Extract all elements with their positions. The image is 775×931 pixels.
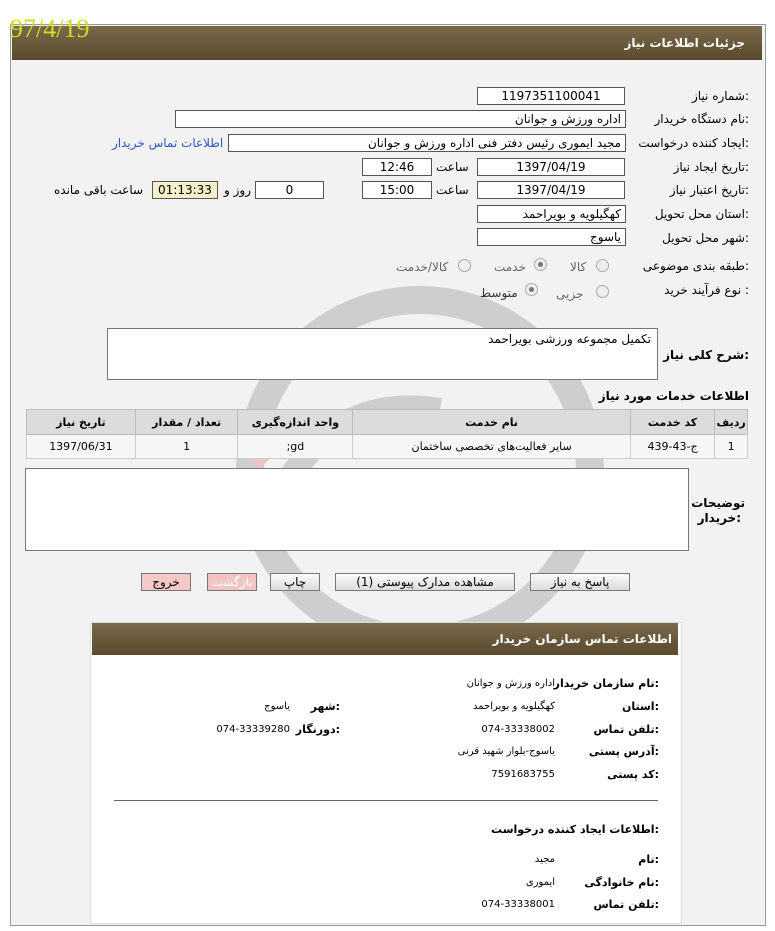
- cell-date: 1397/06/31: [27, 435, 136, 459]
- city-label: شهر محل تحویل:: [662, 231, 749, 245]
- category-service-label: خدمت: [494, 260, 526, 274]
- cell-name: سایر فعالیت‌های تخصصی ساختمان: [353, 435, 631, 459]
- buyer-name-label: نام دستگاه خریدار:: [654, 112, 749, 126]
- fax-value: 074-33339280: [216, 724, 290, 735]
- last-name-label: نام خانوادگی:: [584, 876, 659, 889]
- page-title: جزئیات اطلاعات نیاز: [624, 36, 745, 50]
- req-phone-label: تلفن تماس:: [593, 898, 659, 911]
- created-date-field: 1397/04/19: [477, 158, 625, 176]
- time-remaining-field: 01:13:33: [152, 181, 218, 199]
- col-date: تاریخ نیاز: [27, 410, 136, 435]
- category-goods-service-radio[interactable]: [458, 259, 471, 272]
- validity-date-field: 1397/04/19: [477, 181, 625, 199]
- category-goods-radio[interactable]: [596, 259, 609, 272]
- date-stamp: 97/4/19: [10, 14, 90, 43]
- cell-qty: 1: [135, 435, 238, 459]
- category-service-radio[interactable]: [534, 258, 547, 271]
- buyer-notes-box: [25, 468, 689, 551]
- cell-code: ج-43-439: [630, 435, 714, 459]
- category-label: طبقه بندی موضوعی:: [642, 259, 749, 273]
- col-code: کد خدمت: [630, 410, 714, 435]
- description-box: [107, 328, 658, 380]
- days-and-label: روز و: [224, 183, 251, 197]
- postal-label: کد پستی:: [607, 768, 659, 781]
- created-time-label: ساعت: [436, 160, 469, 174]
- validity-time-field: 15:00: [362, 181, 432, 199]
- address-value: یاسوج-بلوار شهید قرنی: [457, 746, 555, 757]
- services-title: اطلاعات خدمات مورد نیاز: [598, 389, 749, 403]
- phone-value: 074-33338002: [481, 724, 555, 735]
- contact-title: اطلاعات تماس سازمان خریدار: [492, 632, 672, 646]
- process-label: نوع فرآیند خرید :: [664, 283, 749, 297]
- address-label: آدرس پستی:: [588, 745, 659, 758]
- time-remaining-label: ساعت باقی مانده: [54, 183, 144, 197]
- attachments-button[interactable]: مشاهده مدارک پیوستی (1): [335, 573, 515, 591]
- postal-value: 7591683755: [491, 769, 555, 780]
- col-qty: تعداد / مقدار: [135, 410, 238, 435]
- province-contact-value: کهگیلویه و بویراحمد: [473, 701, 555, 712]
- days-remaining-field: 0: [255, 181, 324, 199]
- province-field: کهگیلویه و بویراحمد: [477, 205, 626, 223]
- phone-label: تلفن تماس:: [593, 723, 659, 736]
- category-goods-label: کالا: [570, 260, 587, 274]
- buyer-name-field: اداره ورزش و جوانان: [175, 110, 626, 128]
- col-unit: واحد اندازه‌گیری: [238, 410, 353, 435]
- print-button[interactable]: چاپ: [270, 573, 320, 591]
- requester-field: مجید ایموری رئیس دفتر فنی اداره ورزش و جوانان: [228, 134, 626, 152]
- cell-unit: gd;: [238, 435, 353, 459]
- province-contact-label: استان:: [621, 700, 659, 713]
- city-contact-value: یاسوج: [264, 701, 290, 712]
- province-label: استان محل تحویل:: [654, 207, 749, 221]
- org-value: اداره ورزش و جوانان: [466, 678, 555, 689]
- first-name-value: مجید: [534, 854, 555, 865]
- buyer-contact-link[interactable]: اطلاعات تماس خریدار: [112, 136, 224, 150]
- validity-time-label: ساعت: [436, 183, 469, 197]
- process-medium-radio[interactable]: [525, 283, 538, 296]
- process-minor-label: جزیی: [556, 287, 584, 301]
- col-row: ردیف: [715, 410, 748, 435]
- created-date-label: تاریخ ایجاد نیاز:: [673, 160, 749, 174]
- need-number-field: 1197351100041: [477, 87, 625, 105]
- buyer-notes-label-1: توضیحات: [691, 496, 745, 510]
- cell-row: 1: [715, 435, 748, 459]
- requester-section-title: اطلاعات ایجاد کننده درخواست:: [491, 823, 659, 836]
- last-name-value: ایموری: [525, 877, 555, 888]
- fax-label: دورنگار:: [295, 723, 340, 736]
- description-label: شرح کلی نیاز:: [663, 348, 749, 362]
- contact-divider: [114, 800, 658, 801]
- created-time-field: 12:46: [362, 158, 432, 176]
- process-medium-label: متوسط: [480, 286, 518, 300]
- org-label: نام سازمان خریدار:: [553, 677, 659, 690]
- need-number-label: شماره نیاز:: [691, 89, 749, 103]
- col-name: نام خدمت: [353, 410, 631, 435]
- process-minor-radio[interactable]: [596, 285, 609, 298]
- requester-label: ایجاد کننده درخواست:: [638, 136, 749, 150]
- validity-date-label: تاریخ اعتبار نیاز:: [669, 183, 749, 197]
- table-row: [27, 435, 748, 459]
- description-text: تکمیل مجموعه ورزشی بویراحمد: [488, 332, 651, 346]
- reply-button[interactable]: پاسخ به نیاز: [530, 573, 630, 591]
- req-phone-value: 074-33338001: [481, 899, 555, 910]
- services-table: [26, 409, 748, 459]
- city-field: یاسوج: [477, 228, 626, 246]
- exit-button[interactable]: خروج: [141, 573, 191, 591]
- back-button[interactable]: بازگشت: [207, 573, 257, 591]
- city-contact-label: شهر:: [310, 700, 340, 713]
- buyer-notes-label-2: خریدار:: [697, 511, 741, 525]
- first-name-label: نام:: [638, 853, 659, 866]
- category-goods-service-label: کالا/خدمت: [396, 260, 449, 274]
